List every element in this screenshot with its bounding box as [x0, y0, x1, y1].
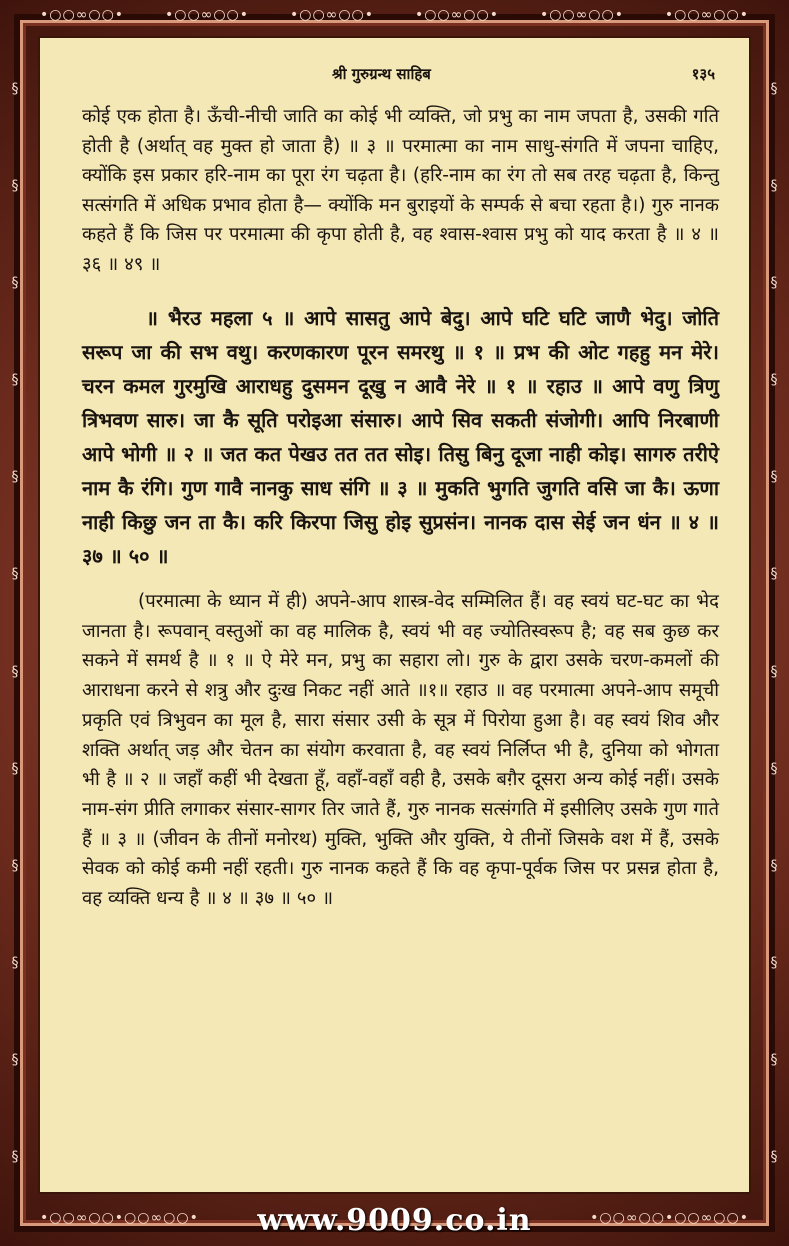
page-header [332, 64, 715, 98]
website-url: www.9009.co.in [257, 1203, 532, 1238]
book-page [38, 36, 751, 1194]
translation-paragraph-continued: कोई एक होता है। ऊँची-नीची जाति का कोई भी व्यक्ति, जो प्रभु का नाम जपता है, उसकी गति होती है (अर्थात् वह मुक्त हो जाता है) ॥ ३ ॥ परमात्मा का नाम साधु-संगति में जपना चाहिए, क्योंकि इस प्रकार हरि-नाम का पूरा रंग चढ़ता है। (हरि-नाम का रंग तो सब तरह चढ़ता है, किन्तु सत्संगति में अधिक प्रभाव होता है— क्योंकि मन बुराइयों के सम्पर्क से बचा रहता है।) गुरु नानक कहते हैं कि जिस पर परमात्मा की कृपा होती है, वह श्वास-श्वास प्रभु को याद करता है ॥ ४ ॥ ३६ ॥ ४९ ॥ [82, 106, 719, 275]
top-ornament: •○○∞○○• •○○∞○○• •○○∞○○• •○○∞○○• •○○∞○○• •○○∞○○• [40, 7, 749, 23]
hymn-verse: ॥ भैरउ महला ५ ॥ आपे सासतु आपे बेदु। आपे घटि घटि जाणै भेदु। जोति सरूप जा की सभ वथु। करणकारण पूरन समरथु ॥ १ ॥ प्रभ की ओट गहहु मन मेरे। चरन कमल गुरमुखि आराधहु दुसमन दूखु न आवै नेरे ॥ १ ॥ रहाउ ॥ आपे वणु त्रिणु त्रिभवण सारु। जा कै सूति परोइआ संसारु। आपे सिव सकती संजोगी। आपि निरबाणी आपे भोगी ॥ २ ॥ जत कत पेखउ तत तत सोइ। तिसु बिनु दूजा नाही कोइ। सागरु तरीऐ नाम कै रंगि। गुण गावै नानकु साध संगि ॥ ३ ॥ मुकति भुगति जुगति वसि जा कै। ऊणा नाही किछु जन ता कै। करि किरपा जिसु होइ सुप्रसंन। नानक दास सेई जन धंन ॥ ४ ॥ ३७ ॥ ५० ॥ [82, 306, 719, 568]
bottom-ornament: •○○∞○○•○○∞○○• •○○∞○○•○○∞○○• [40, 1210, 749, 1226]
page-title: श्री गुरुग्रन्थ साहिब [332, 65, 431, 83]
page-number: १३५ [691, 65, 715, 83]
translation-paragraph: (परमात्मा के ध्यान में ही) अपने-आप शास्त्र-वेद सम्मिलित हैं। वह स्वयं घट-घट का भेद जानता है। रूपवान् वस्तुओं का वह मालिक है, स्वयं भी वह ज्योतिस्वरूप है; वह सब कुछ कर सकने में समर्थ है ॥ १ ॥ ऐ मेरे मन, प्रभु का सहारा लो। गुरु के द्वारा उसके चरण-कमलों की आराधना करने से शत्रु और दुःख निकट नहीं आते ॥१॥ रहाउ ॥ वह परमात्मा अपने-आप समूची प्रकृति एवं त्रिभुवन का मूल है, सारा संसार उसी के सूत्र में पिरोया हुआ है। वह स्वयं शिव और शक्ति अर्थात् जड़ और चेतन का संयोग करवाता है, वह स्वयं निर्लिप्त भी है, दुनिया को भोगता भी है ॥ २ ॥ जहाँ कहीं भी देखता हूँ, वहाँ-वहाँ वही है, उसके बग़ैर दूसरा अन्य कोई नहीं। उसके नाम-संग प्रीति लगाकर संसार-सागर तिर जाते हैं, गुरु नानक सत्संगति में इसीलिए उसके गुण गाते हैं ॥ ३ ॥ (जीवन के तीनों मनोरथ) मुक्ति, भुक्ति और युक्ति, ये तीनों जिसके वश में हैं, उसके सेवक को कोई कमी नहीं रहती। गुरु नानक कहते हैं कि वह कृपा-पूर्वक जिस पर प्रसन्न होता है, वह व्यक्ति धन्य है ॥ ४ ॥ ३७ ॥ ५० ॥ [82, 591, 719, 910]
left-ornament: § § § § § § § § § § § § [11, 80, 19, 1166]
right-ornament: § § § § § § § § § § § § [770, 80, 778, 1166]
